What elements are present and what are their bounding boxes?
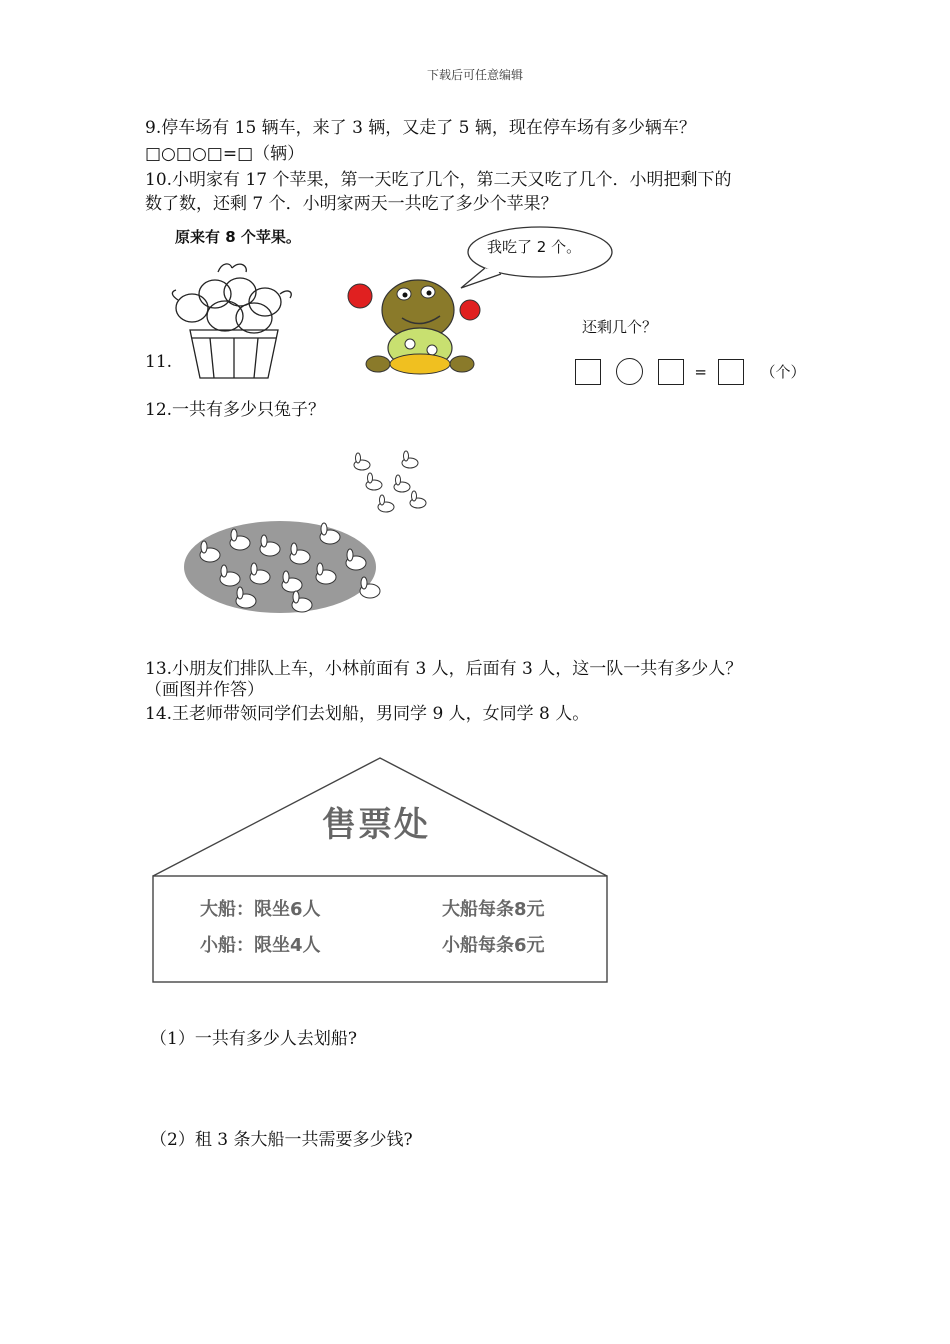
rabbits-illustration [180,445,440,620]
ticket-office-title: 售票处 [322,805,430,845]
question-12-text: 12.一共有多少只兔子？ [145,400,326,420]
answer-box[interactable] [718,359,744,385]
small-boat-price: 小船每条6元 [442,935,545,956]
question-9-text: 9.停车场有 15 辆车，来了 3 辆，又走了 5 辆，现在停车场有多少辆车？ [145,118,696,138]
question-14-part2: （2）租 3 条大船一共需要多少钱? [150,1130,413,1150]
question-14-part1: （1）一共有多少人去划船? [150,1029,357,1049]
equals-sign: = [694,362,707,381]
question-11-number: 11. [145,352,173,372]
page-header: 下载后可任意编辑 [426,68,523,82]
apple-basket-illustration [170,258,300,383]
remaining-question: 还剩几个？ [582,318,658,336]
answer-box[interactable] [575,359,601,385]
question-14-text: 14.王老师带领同学们去划船，男同学 9 人，女同学 8 人。 [145,704,590,724]
unit-label: （个） [760,363,806,381]
question-9-formula: □○□○□=□（辆） [145,144,305,164]
answer-box[interactable] [658,359,684,385]
answer-equation [575,358,806,385]
big-boat-price: 大船每条8元 [442,899,545,920]
big-boat-seats: 大船：限坐6人 [200,899,321,920]
operator-circle[interactable] [616,358,643,385]
question-13-line2: （画图并作答） [145,680,264,700]
speech-bubble [455,224,615,294]
speech-bubble-text: 我吃了 2 个。 [487,238,582,256]
question-10-line1: 10.小明家有 17 个苹果，第一天吃了几个，第二天又吃了几个．小明把剩下的 [145,170,732,190]
question-13-line1: 13.小朋友们排队上车，小林前面有 3 人，后面有 3 人，这一队一共有多少人？ [145,659,743,679]
small-boat-seats: 小船：限坐4人 [200,935,321,956]
question-10-line2: 数了数，还剩 7 个．小明家两天一共吃了多少个苹果？ [145,194,558,214]
apple-caption: 原来有 8 个苹果。 [175,228,301,246]
